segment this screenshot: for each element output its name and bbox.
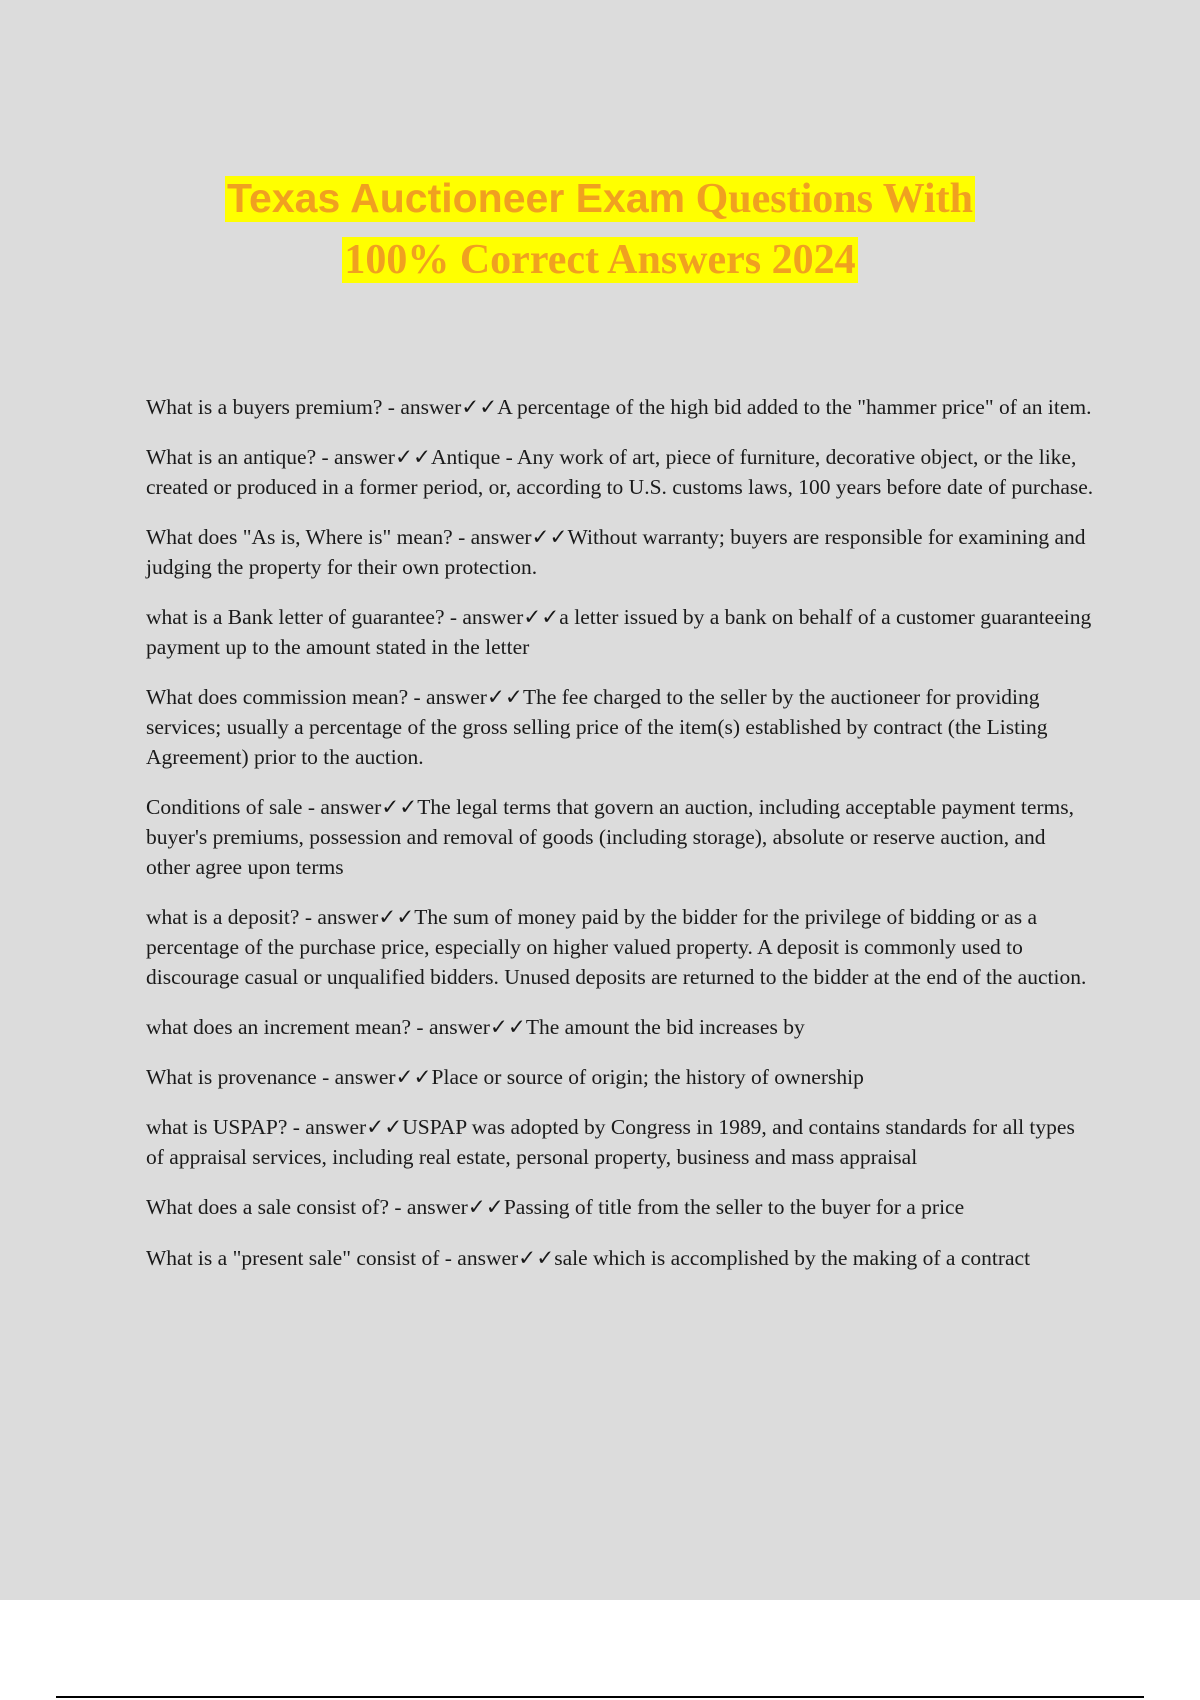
document-title	[0, 168, 1200, 291]
title-line-1-serif-part: Questions With	[685, 176, 973, 222]
qa-item-sale: What does a sale consist of? - answer✓✓Passing of title from the seller to the buyer for a price	[146, 1195, 965, 1219]
qa-list	[146, 392, 1094, 1293]
qa-item-antique: What is an antique? - answer✓✓Antique - Any work of art, piece of furniture, decorative object, or the like, created or produced in a former period, or, according to U.S. customs laws, 100 years before date of purchase.	[146, 445, 1094, 499]
title-line-2: 100% Correct Answers 2024	[344, 237, 856, 283]
qa-item-buyers-premium: What is a buyers premium? - answer✓✓A percentage of the high bid added to the "hammer price" of an item.	[146, 395, 1092, 419]
qa-item-increment: what does an increment mean? - answer✓✓The amount the bid increases by	[146, 1015, 805, 1039]
qa-item-conditions-of-sale: Conditions of sale - answer✓✓The legal terms that govern an auction, including acceptable payment terms, buyer's premiums, possession and removal of goods (including storage), absolute or reserve auction, and other agree upon terms	[146, 795, 1074, 879]
title-line-1-sans-part: Texas Auctioneer Exam	[227, 175, 686, 221]
qa-item-bank-letter-of-guarantee: what is a Bank letter of guarantee? - answer✓✓a letter issued by a bank on behalf of a customer guaranteeing payment up to the amount stated in the letter	[146, 605, 1092, 659]
qa-item-commission: What does commission mean? - answer✓✓The fee charged to the seller by the auctioneer for providing services; usually a percentage of the gross selling price of the item(s) established by contract (the Listing Agreement) prior to the auction.	[146, 685, 1048, 769]
title-line-1	[225, 176, 975, 222]
qa-item-provenance: What is provenance - answer✓✓Place or source of origin; the history of ownership	[146, 1065, 864, 1089]
qa-item-present-sale: What is a "present sale" consist of - answer✓✓sale which is accomplished by the making of a contract	[146, 1246, 1031, 1270]
footer-divider	[56, 1696, 1144, 1698]
qa-item-deposit: what is a deposit? - answer✓✓The sum of money paid by the bidder for the privilege of bidding or as a percentage of the purchase price, especially on higher valued property. A deposit is commonly used to discourage casual or unqualified bidders. Unused deposits are returned to the bidder at the end of the auction.	[146, 905, 1087, 989]
qa-item-as-is-where-is: What does "As is, Where is" mean? - answer✓✓Without warranty; buyers are responsible for examining and judging the property for their own protection.	[146, 525, 1086, 579]
qa-item-uspap: what is USPAP? - answer✓✓USPAP was adopted by Congress in 1989, and contains standards for all types of appraisal services, including real estate, personal property, business and mass appraisal	[146, 1115, 1075, 1169]
